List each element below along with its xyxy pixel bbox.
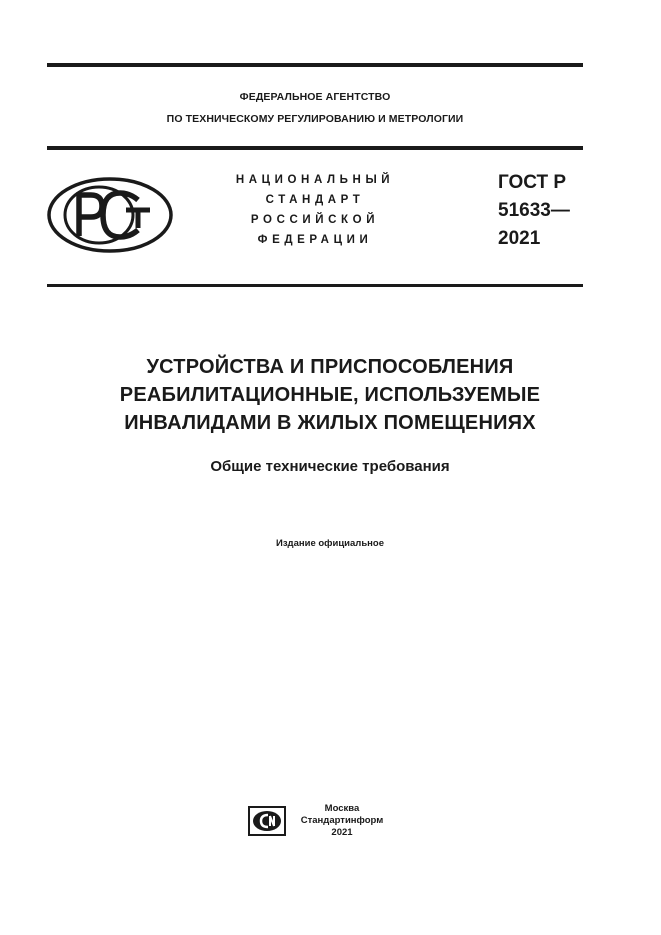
agency-name-line-1: ФЕДЕРАЛЬНОЕ АГЕНТСТВО	[239, 91, 391, 103]
standartinform-logo-icon	[248, 806, 286, 836]
standard-code-line-3: 2021	[498, 228, 541, 249]
national-label-line-3: РОССИЙСКОЙ	[250, 214, 380, 226]
edition-label: Издание официальное	[276, 538, 384, 549]
top-rule	[47, 63, 583, 67]
national-label-line-2: СТАНДАРТ	[265, 194, 365, 206]
agency-name-line-2: ПО ТЕХНИЧЕСКОМУ РЕГУЛИРОВАНИЮ И МЕТРОЛОГИИ	[166, 113, 464, 125]
header-rule	[47, 146, 583, 150]
gost-r-certification-mark-icon	[46, 176, 174, 254]
publisher-city: Москва	[324, 803, 360, 814]
document-subtitle: Общие технические требования	[210, 458, 450, 475]
standard-code-line-1: ГОСТ Р	[498, 172, 567, 193]
publication-year: 2021	[331, 827, 353, 838]
national-label-line-1: НАЦИОНАЛЬНЫЙ	[235, 174, 395, 186]
document-title-line-2: РЕАБИЛИТАЦИОННЫЕ, ИСПОЛЬЗУЕМЫЕ	[119, 384, 541, 406]
publisher-name: Стандартинформ	[300, 815, 384, 826]
masthead-bottom-rule	[47, 284, 583, 287]
national-label-line-4: ФЕДЕРАЦИИ	[257, 234, 373, 246]
document-title-line-3: ИНВАЛИДАМИ В ЖИЛЫХ ПОМЕЩЕНИЯХ	[124, 412, 536, 434]
document-title-line-1: УСТРОЙСТВА И ПРИСПОСОБЛЕНИЯ	[146, 356, 514, 378]
standard-code-line-2: 51633—	[498, 200, 570, 221]
